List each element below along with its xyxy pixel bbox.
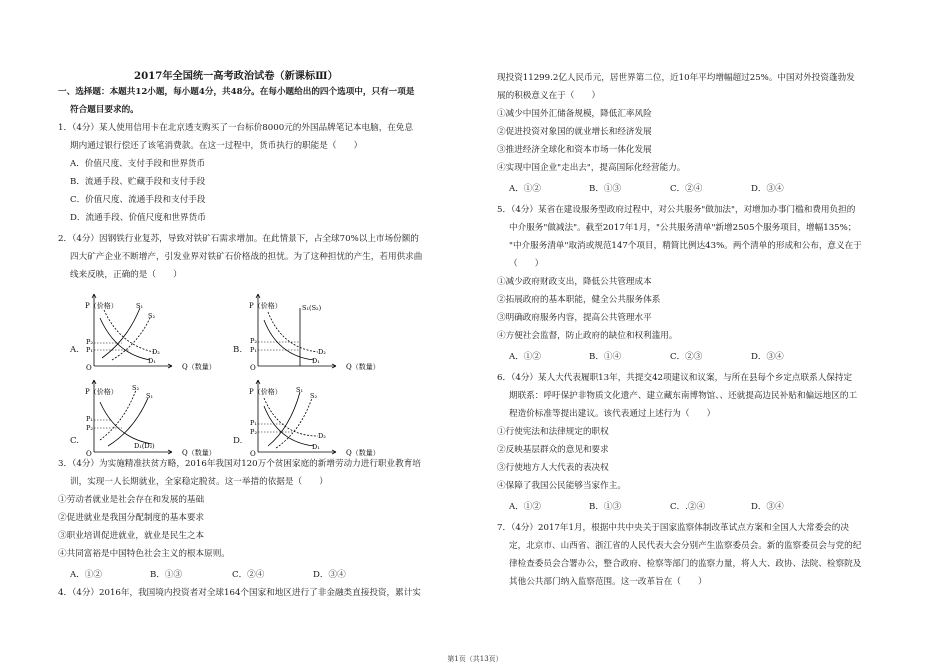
- q5-option: D．③④: [751, 352, 784, 362]
- q6-option: B．①③: [589, 502, 622, 512]
- graph-a-curve: D₂: [152, 348, 160, 356]
- q7-stem: 定，北京市、山西省、浙江省的人民代表大会分别产生监察委员会。新的监察委员会与党的纪: [509, 541, 862, 551]
- graph-b-price: P₁: [250, 346, 257, 354]
- q3-stem: 3．（4分）为实施精准扶贫方略，2016年我国对120万个贫困家庭的新增劳动力进行职业教育培: [58, 459, 421, 469]
- q5-item: ③明确政府服务内容，提高公共管理水平: [497, 313, 652, 323]
- graph-c-curve: S₂: [132, 384, 140, 392]
- q5-stem: "中介服务清单"取消或规范147个项目，精简比例达43%。两个清单的形成和公布，意义在于: [509, 241, 862, 251]
- q5-item: ④方便社会监督，防止政府的缺位和权利滥用。: [497, 331, 678, 341]
- q6-item: ③行使地方人大代表的表决权: [497, 463, 609, 473]
- graph-c-price: P₂: [86, 424, 93, 432]
- q4-item: ④实现中国企业"走出去"，提高国际化经营能力。: [497, 163, 686, 173]
- q5-stem: 5．（4分）某省在建设服务型政府过程中，对公共服务"做加法"，对增加办事门槛和费用负担的: [497, 205, 856, 215]
- q7-stem: 其他公共部门纳入监察范围。这一改革旨在（ ）: [509, 577, 707, 587]
- graph-a-letter: A.: [70, 345, 79, 355]
- q3-item: ③职业培训促进就业，就业是民生之本: [58, 531, 205, 541]
- graph-d-y-label: P（价格）: [249, 388, 282, 396]
- q5-item: ②拓展政府的基本职能，健全公共服务体系: [497, 295, 661, 305]
- graph-b-x-label: Q（数量）: [346, 363, 380, 371]
- graph-d-curve: D₂: [318, 432, 326, 440]
- graph-c-curve: D₁(D₂): [134, 442, 155, 450]
- q3-item: ②促进就业是我国分配制度的基本要求: [58, 513, 205, 523]
- graph-d-x-label: Q（数量）: [346, 449, 380, 457]
- graph-b-origin: O: [250, 364, 256, 372]
- q6-item: ④保障了我国公民能够当家作主。: [497, 481, 626, 491]
- graph-c-origin: O: [86, 450, 92, 458]
- q3-option: D．③④: [313, 570, 346, 580]
- graph-b: [246, 290, 386, 370]
- q4-option: B．①③: [589, 184, 622, 194]
- graph-d-curve: S₂: [310, 392, 318, 400]
- graph-b-letter: B.: [233, 345, 243, 355]
- q4-stem: 4．（4分）2016年，我国境内投资者对全球164个国家和地区进行了非金融类直接投资，累计实: [58, 588, 421, 598]
- q7-stem: 律检查委员会合署办公，整合政府、检察等部门的监察力量，将人大、政协、法院、检察院及: [509, 559, 862, 569]
- graph-b-price: P₂: [250, 337, 257, 345]
- section-heading: 一、选择题：本题共12小题，每小题4分，共48分。在每小题给出的四个选项中，只有一项是: [58, 87, 415, 97]
- q6-stem: 6．（4分）某人大代表履职13年，共提交42项建议和议案，与所在县每个乡定点联系人保持定: [497, 373, 853, 383]
- graph-b-curve: D₁: [312, 357, 320, 365]
- graph-d-origin: O: [250, 450, 256, 458]
- graph-d-curve: D₁: [312, 443, 320, 451]
- q2-stem: 线来反映，正确的是（ ）: [70, 270, 182, 280]
- graph-c: [82, 376, 216, 458]
- graph-a-price: P₁: [86, 346, 93, 354]
- q4-stem: 展的积极意义在于（ ）: [497, 91, 601, 101]
- section-heading-line2: 符合题目要求的。: [70, 105, 139, 115]
- graph-a-y-label: P（价格）: [85, 302, 118, 310]
- q1-option: D．流通手段、价值尺度和世界货币: [70, 213, 206, 223]
- q5-option: B．①④: [589, 352, 622, 362]
- graph-a-x-label: Q（数量）: [182, 363, 216, 371]
- q3-item: ①劳动者就业是社会存在和发展的基础: [58, 495, 205, 505]
- q5-option: C．②③: [670, 352, 703, 362]
- q5-stem: 中介服务"做减法"。截至2017年1月，"公共服务清单"新增2505个服务项目，增幅135%；: [509, 223, 857, 233]
- graph-a-price: P₂: [86, 338, 93, 346]
- q3-item: ④共同富裕是中国特色社会主义的根本原则。: [58, 549, 230, 559]
- graph-c-x-label: Q（数量）: [182, 449, 216, 457]
- page-title: 2017年全国统一高考政治试卷（新课标Ⅲ）: [134, 70, 338, 82]
- q4-option: D．③④: [751, 184, 784, 194]
- graph-a-origin: O: [86, 364, 92, 372]
- graph-c-curve: S₁: [146, 392, 154, 400]
- graph-c-y-label: P（价格）: [85, 388, 118, 396]
- q4-option: C．②④: [670, 184, 703, 194]
- q3-stem: 训，实现一人长期就业，全家稳定脱贫。这一举措的依据是（ ）: [70, 477, 328, 487]
- graph-b-curve: D₂: [318, 348, 326, 356]
- graph-b-curve: S₁(S₂): [302, 304, 322, 312]
- q5-item: ①减少政府财政支出，降低公共管理成本: [497, 277, 652, 287]
- q1-option: A．价值尺度、支付手段和世界货币: [70, 159, 206, 169]
- graph-d-curve: S₁: [296, 386, 304, 394]
- graph-a: [82, 290, 216, 372]
- q3-option: C．②④: [232, 570, 265, 580]
- q1-option: C．价值尺度、流通手段和支付手段: [70, 195, 206, 205]
- q3-option: A．①②: [70, 570, 102, 580]
- graph-a-curve: S₁: [136, 302, 144, 310]
- q1-stem: 期内通过银行偿还了该笔消费款。在这一过程中，货币执行的职能是（ ）: [70, 141, 363, 151]
- graph-c-price: P₁: [86, 415, 93, 423]
- q5-option: A．①②: [509, 352, 541, 362]
- q4-item: ③推进经济全球化和资本市场一体化发展: [497, 145, 652, 155]
- page-footer: 第1页（共13页）: [447, 655, 503, 663]
- q6-stem: 期联系：呼吁保护非物质文化遗产、建立藏东南博物馆、、还就提高边民补贴和偏远地区的工: [509, 391, 858, 401]
- q6-item: ②反映基层群众的意见和要求: [497, 445, 609, 455]
- q2-stem: 2．（4分）因钢铁行业复苏，导致对铁矿石需求增加。在此情景下，占全球70%以上市场份额的: [58, 234, 419, 244]
- q6-option: D．③④: [751, 502, 784, 512]
- graph-d: [246, 376, 386, 456]
- q7-stem: 7．（4分）2017年1月，根据中共中央关于国家监察体制改革试点方案和全国人大常委会的决: [497, 523, 849, 533]
- q6-option: C．.②④: [670, 502, 706, 512]
- q6-item: ①行使宪法和法律规定的职权: [497, 427, 609, 437]
- graph-c-letter: C.: [70, 436, 80, 446]
- graph-d-price: P₂: [250, 428, 257, 436]
- q1-option: B．流通手段、贮藏手段和支付手段: [70, 177, 206, 187]
- q4-item: ②促进投资对象国的就业增长和经济发展: [497, 127, 652, 137]
- graph-d-letter: D.: [233, 436, 243, 446]
- q3-option: B．①③: [150, 570, 183, 580]
- q4-option: A．①②: [509, 184, 541, 194]
- graph-d-price: P₁: [250, 419, 257, 427]
- q6-option: A．①②: [509, 502, 541, 512]
- graph-a-curve: S₂: [148, 312, 156, 320]
- q6-stem: 程造价标准等提出建议。该代表通过上述行为（ ）: [509, 409, 716, 419]
- graph-a-curve: D₁: [148, 357, 156, 365]
- q1-stem: 1．（4分）某人使用信用卡在北京透支购买了一台标价8000元的外国品牌笔记本电脑，在免息: [58, 123, 414, 133]
- q4-item: ①减少中国外汇储备规模，降低汇率风险: [497, 109, 652, 119]
- q2-stem: 四大矿产企业不断增产，引发业界对铁矿石价格战的担忧。为了这种担忧的产生，若用供求曲: [70, 252, 423, 262]
- q5-stem: （ ）: [509, 259, 544, 269]
- graph-b-y-label: P（价格）: [249, 302, 282, 310]
- q4-stem: 现投资11299.2亿人民币元，居世界第二位，近10年平均增幅超过25%。中国对外投资蓬勃发: [497, 73, 855, 83]
